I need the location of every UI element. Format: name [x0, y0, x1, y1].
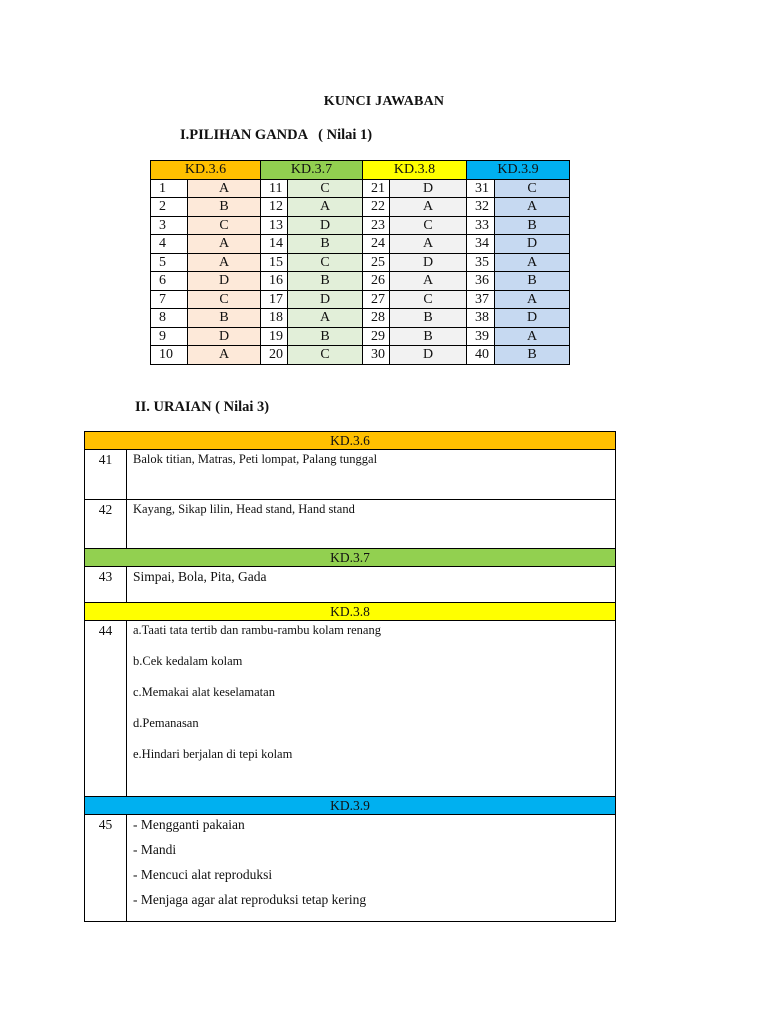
answer-key: B	[188, 309, 261, 328]
essay-group-header: KD.3.6	[85, 432, 616, 450]
answer-key: D	[288, 290, 363, 309]
answer-key: B	[188, 198, 261, 217]
answer-key: D	[288, 216, 363, 235]
essay-group-header: KD.3.9	[85, 797, 616, 815]
mc-row	[151, 198, 570, 217]
answer-key: B	[288, 327, 363, 346]
question-number: 34	[467, 235, 495, 254]
answer-key: A	[288, 309, 363, 328]
answer-key: C	[495, 179, 570, 198]
answer-key: A	[390, 198, 467, 217]
question-number: 27	[363, 290, 390, 309]
essay-header-kd38	[85, 603, 616, 621]
question-number: 18	[261, 309, 288, 328]
question-number: 5	[151, 253, 188, 272]
essay-header-kd37	[85, 549, 616, 567]
question-number: 11	[261, 179, 288, 198]
answer-key: A	[495, 198, 570, 217]
essay-row	[85, 450, 616, 500]
question-number: 14	[261, 235, 288, 254]
answer-key: A	[288, 198, 363, 217]
essay-answer-table	[84, 431, 616, 922]
question-number: 37	[467, 290, 495, 309]
answer-key: D	[495, 309, 570, 328]
answer-key: B	[495, 346, 570, 365]
answer-text: a.Taati tata tertib dan rambu-rambu kolam renang b.Cek kedalam kolam c.Memakai alat keselamatan d.Pemanasan e.Hindari berjalan di tepi kolam	[127, 621, 616, 797]
answer-key: A	[188, 235, 261, 254]
answer-key: A	[495, 290, 570, 309]
question-number: 15	[261, 253, 288, 272]
answer-key: B	[390, 327, 467, 346]
answer-key: A	[188, 253, 261, 272]
question-number: 22	[363, 198, 390, 217]
answer-key: D	[390, 179, 467, 198]
essay-group-header: KD.3.7	[85, 549, 616, 567]
question-number: 10	[151, 346, 188, 365]
essay-row	[85, 815, 616, 922]
question-number: 13	[261, 216, 288, 235]
question-number: 20	[261, 346, 288, 365]
mc-header-row	[151, 161, 570, 180]
question-number: 45	[85, 815, 127, 922]
answer-key: C	[390, 290, 467, 309]
question-number: 43	[85, 567, 127, 603]
mc-row	[151, 235, 570, 254]
answer-key: B	[495, 216, 570, 235]
answer-key: A	[390, 235, 467, 254]
section-heading-multiple-choice: I.PILIHAN GANDA ( Nilai 1)	[180, 127, 373, 143]
question-number: 39	[467, 327, 495, 346]
answer-key: D	[390, 346, 467, 365]
mc-row	[151, 309, 570, 328]
answer-key: C	[288, 346, 363, 365]
answer-key: A	[188, 179, 261, 198]
answer-key: B	[495, 272, 570, 291]
question-number: 19	[261, 327, 288, 346]
question-number: 44	[85, 621, 127, 797]
answer-text: Kayang, Sikap lilin, Head stand, Hand stand	[127, 500, 616, 549]
mc-row	[151, 290, 570, 309]
answer-key: D	[390, 253, 467, 272]
answer-text: Balok titian, Matras, Peti lompat, Palang tunggal	[127, 450, 616, 500]
question-number: 9	[151, 327, 188, 346]
question-number: 21	[363, 179, 390, 198]
answer-key: C	[390, 216, 467, 235]
question-number: 29	[363, 327, 390, 346]
question-number: 42	[85, 500, 127, 549]
question-number: 17	[261, 290, 288, 309]
question-number: 26	[363, 272, 390, 291]
answer-key: D	[495, 235, 570, 254]
question-number: 25	[363, 253, 390, 272]
answer-key: B	[288, 235, 363, 254]
page-title: KUNCI JAWABAN	[323, 94, 445, 109]
answer-key: B	[288, 272, 363, 291]
answer-text: Simpai, Bola, Pita, Gada	[127, 567, 616, 603]
mc-header-kd39: KD.3.9	[467, 161, 570, 180]
mc-header-kd38: KD.3.8	[363, 161, 467, 180]
answer-key: C	[188, 216, 261, 235]
question-number: 16	[261, 272, 288, 291]
answer-key: A	[188, 346, 261, 365]
section-heading-essay: II. URAIAN ( Nilai 3)	[135, 399, 270, 415]
answer-key: C	[188, 290, 261, 309]
question-number: 35	[467, 253, 495, 272]
question-number: 12	[261, 198, 288, 217]
question-number: 30	[363, 346, 390, 365]
question-number: 3	[151, 216, 188, 235]
mc-header-kd37: KD.3.7	[261, 161, 363, 180]
essay-header-kd36	[85, 432, 616, 450]
question-number: 8	[151, 309, 188, 328]
question-number: 32	[467, 198, 495, 217]
essay-header-kd39	[85, 797, 616, 815]
mc-row	[151, 346, 570, 365]
question-number: 40	[467, 346, 495, 365]
mc-row	[151, 216, 570, 235]
mc-row	[151, 327, 570, 346]
answer-key: C	[288, 179, 363, 198]
essay-row	[85, 621, 616, 797]
mc-row	[151, 253, 570, 272]
answer-text: - Mengganti pakaian - Mandi - Mencuci alat reproduksi - Menjaga agar alat reproduksi tetap kering	[127, 815, 616, 922]
question-number: 23	[363, 216, 390, 235]
answer-key: A	[495, 327, 570, 346]
answer-key: B	[390, 309, 467, 328]
answer-key: A	[390, 272, 467, 291]
multiple-choice-answer-table	[150, 160, 570, 365]
mc-header-kd36: KD.3.6	[151, 161, 261, 180]
answer-key: D	[188, 272, 261, 291]
question-number: 41	[85, 450, 127, 500]
answer-key: C	[288, 253, 363, 272]
answer-key: A	[495, 253, 570, 272]
question-number: 6	[151, 272, 188, 291]
question-number: 33	[467, 216, 495, 235]
question-number: 24	[363, 235, 390, 254]
question-number: 2	[151, 198, 188, 217]
question-number: 31	[467, 179, 495, 198]
question-number: 28	[363, 309, 390, 328]
question-number: 38	[467, 309, 495, 328]
question-number: 4	[151, 235, 188, 254]
essay-row	[85, 500, 616, 549]
question-number: 36	[467, 272, 495, 291]
mc-row	[151, 179, 570, 198]
question-number: 1	[151, 179, 188, 198]
mc-row	[151, 272, 570, 291]
question-number: 7	[151, 290, 188, 309]
essay-row	[85, 567, 616, 603]
answer-key: D	[188, 327, 261, 346]
essay-group-header: KD.3.8	[85, 603, 616, 621]
